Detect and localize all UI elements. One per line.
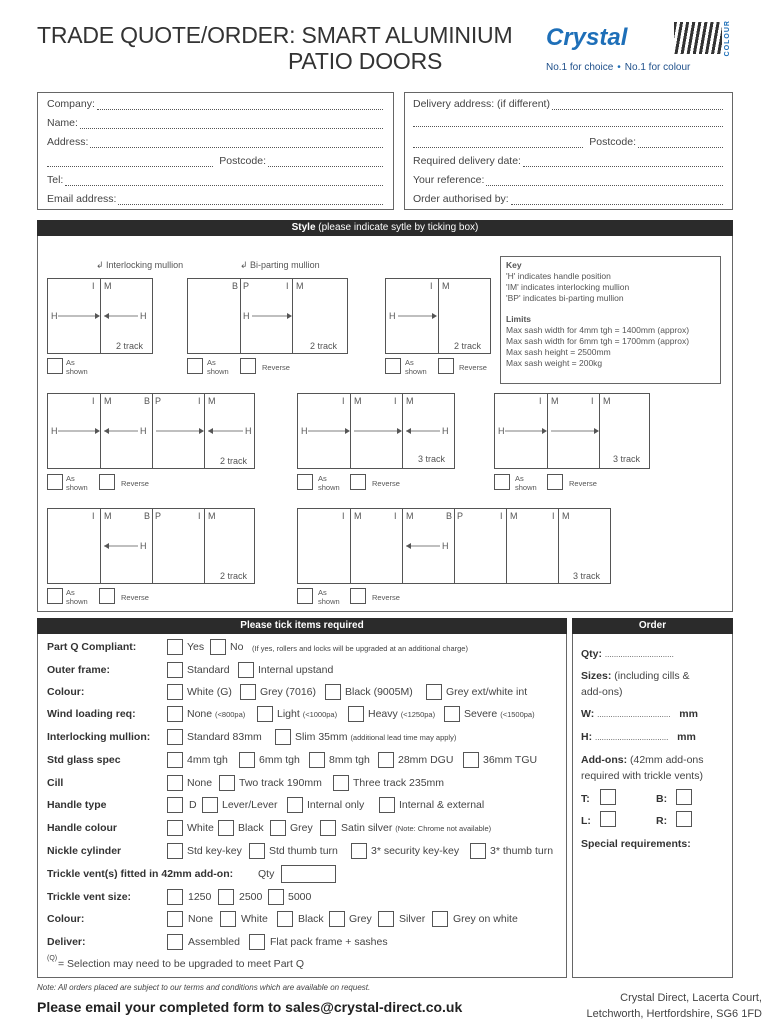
trickle-silver-checkbox[interactable] bbox=[378, 911, 394, 927]
order-qty[interactable]: Qty: ............................... bbox=[581, 648, 674, 660]
handle-satin-checkbox[interactable] bbox=[320, 820, 336, 836]
cill-two-checkbox[interactable] bbox=[219, 775, 235, 791]
address-postcode-line[interactable]: Postcode: bbox=[47, 155, 383, 167]
interlocking-legend: ↲ Interlocking mullion bbox=[96, 260, 184, 270]
email-field[interactable]: Email address: bbox=[47, 193, 383, 205]
address-field[interactable]: Address: bbox=[47, 136, 383, 148]
wind-heavy-checkbox[interactable] bbox=[348, 706, 364, 722]
trickle-1250-checkbox[interactable] bbox=[167, 889, 183, 905]
wind-severe-checkbox[interactable] bbox=[444, 706, 460, 722]
terms-note: Note: All orders placed are subject to our terms and conditions which are available on request. bbox=[37, 983, 371, 992]
glass-36mm-checkbox[interactable] bbox=[463, 752, 479, 768]
colour-white-checkbox[interactable] bbox=[167, 684, 183, 700]
required-date-field[interactable]: Required delivery date: bbox=[413, 155, 723, 167]
mullion-standard-checkbox[interactable] bbox=[167, 729, 183, 745]
handle-internal-checkbox[interactable] bbox=[287, 797, 303, 813]
name-field[interactable]: Name: bbox=[47, 117, 383, 129]
glass-8mm-checkbox[interactable] bbox=[309, 752, 325, 768]
order-header: Order bbox=[572, 618, 733, 634]
style-diagram-2: B P I M H 2 track bbox=[187, 278, 348, 354]
wind-none-checkbox[interactable] bbox=[167, 706, 183, 722]
order-height[interactable]: H: ................................. mm bbox=[581, 731, 696, 743]
style-diagram-7: I M B P I M H 2 track bbox=[47, 508, 255, 584]
tel-field[interactable]: Tel: bbox=[47, 174, 383, 186]
reference-field[interactable]: Your reference: bbox=[413, 174, 723, 186]
style-diagram-4: I M B P I M H H H 2 track bbox=[47, 393, 255, 469]
deliver-assembled-checkbox[interactable] bbox=[167, 934, 183, 950]
cyl-thumb-checkbox[interactable] bbox=[249, 843, 265, 859]
mullion-slim-checkbox[interactable] bbox=[275, 729, 291, 745]
style-diagram-1: I M H H 2 track bbox=[47, 278, 153, 354]
authorised-by-field[interactable]: Order authorised by: bbox=[413, 193, 723, 205]
email-instruction: Please email your completed form to sales@crystal-direct.co.uk bbox=[37, 999, 463, 1015]
form-title: TRADE QUOTE/ORDER: SMART ALUMINIUM PATIO DOORS bbox=[37, 22, 513, 74]
cyl-security-checkbox[interactable] bbox=[351, 843, 367, 859]
trickle-none-checkbox[interactable] bbox=[167, 911, 183, 927]
biparting-legend: ↲ Bi-parting mullion bbox=[240, 260, 320, 270]
partq-yes-checkbox[interactable] bbox=[167, 639, 183, 655]
trickle-greyonwhite-checkbox[interactable] bbox=[432, 911, 448, 927]
style-diagram-8: I M I M B P I M I M H 3 track bbox=[297, 508, 611, 584]
cyl-keykey-checkbox[interactable] bbox=[167, 843, 183, 859]
partq-no-checkbox[interactable] bbox=[210, 639, 226, 655]
addon-right-checkbox[interactable] bbox=[676, 811, 692, 827]
style-header: Style (please indicate sytle by ticking box) bbox=[37, 220, 733, 236]
delivery-address-field[interactable]: Delivery address: (if different) bbox=[413, 98, 723, 110]
key-box: Key 'H' indicates handle position 'IM' indicates interlocking mullion 'BP' indicates bi-parting mullion Limits Max sash width for 4mm tgh = 1400mm (approx) Max sash width for 6mm tgh = 1700mm (approx) Max sash height = 2500mm Max sash weight = 200kg bbox=[500, 256, 721, 384]
items-header: Please tick items required bbox=[37, 618, 567, 634]
trickle-2500-checkbox[interactable] bbox=[218, 889, 234, 905]
wind-light-checkbox[interactable] bbox=[257, 706, 273, 722]
cill-none-checkbox[interactable] bbox=[167, 775, 183, 791]
trickle-white-checkbox[interactable] bbox=[220, 911, 236, 927]
colour-grey-checkbox[interactable] bbox=[240, 684, 256, 700]
deliver-flatpack-checkbox[interactable] bbox=[249, 934, 265, 950]
addon-left-checkbox[interactable] bbox=[600, 811, 616, 827]
outer-standard-checkbox[interactable] bbox=[167, 662, 183, 678]
outer-internal-checkbox[interactable] bbox=[238, 662, 254, 678]
style-diagram-5: I M I M H H 3 track bbox=[297, 393, 455, 469]
trickle-qty-input[interactable] bbox=[281, 865, 336, 883]
addon-top-checkbox[interactable] bbox=[600, 789, 616, 805]
trickle-5000-checkbox[interactable] bbox=[268, 889, 284, 905]
trickle-black-checkbox[interactable] bbox=[277, 911, 293, 927]
glass-28mm-checkbox[interactable] bbox=[378, 752, 394, 768]
colour-black-checkbox[interactable] bbox=[325, 684, 341, 700]
cyl-3thumb-checkbox[interactable] bbox=[470, 843, 486, 859]
style-diagram-6: I M I M H 3 track bbox=[494, 393, 650, 469]
order-width[interactable]: W: ................................. mm bbox=[581, 708, 698, 720]
handle-white-checkbox[interactable] bbox=[167, 820, 183, 836]
handle-d-checkbox[interactable] bbox=[167, 797, 183, 813]
handle-intext-checkbox[interactable] bbox=[379, 797, 395, 813]
delivery-postcode-line[interactable]: Postcode: bbox=[413, 136, 723, 148]
company-field[interactable]: Company: bbox=[47, 98, 383, 110]
cill-three-checkbox[interactable] bbox=[333, 775, 349, 791]
company-address: Crystal Direct, Lacerta Court, Letchworth, Hertfordshire, SG6 1FD bbox=[586, 992, 762, 1020]
glass-6mm-checkbox[interactable] bbox=[239, 752, 255, 768]
handle-black-checkbox[interactable] bbox=[218, 820, 234, 836]
colour-greyext-checkbox[interactable] bbox=[426, 684, 442, 700]
special-requirements[interactable]: Special requirements: bbox=[581, 838, 691, 850]
handle-grey-checkbox[interactable] bbox=[270, 820, 286, 836]
addon-bottom-checkbox[interactable] bbox=[676, 789, 692, 805]
tagline: No.1 for choice • No.1 for colour bbox=[546, 62, 691, 73]
style-diagram-3: I M H 2 track bbox=[385, 278, 491, 354]
brand-name: Crystal bbox=[546, 24, 628, 51]
trickle-grey-checkbox[interactable] bbox=[329, 911, 345, 927]
brand-side-text: COLOUR bbox=[724, 20, 731, 57]
glass-4mm-checkbox[interactable] bbox=[167, 752, 183, 768]
handle-lever-checkbox[interactable] bbox=[202, 797, 218, 813]
